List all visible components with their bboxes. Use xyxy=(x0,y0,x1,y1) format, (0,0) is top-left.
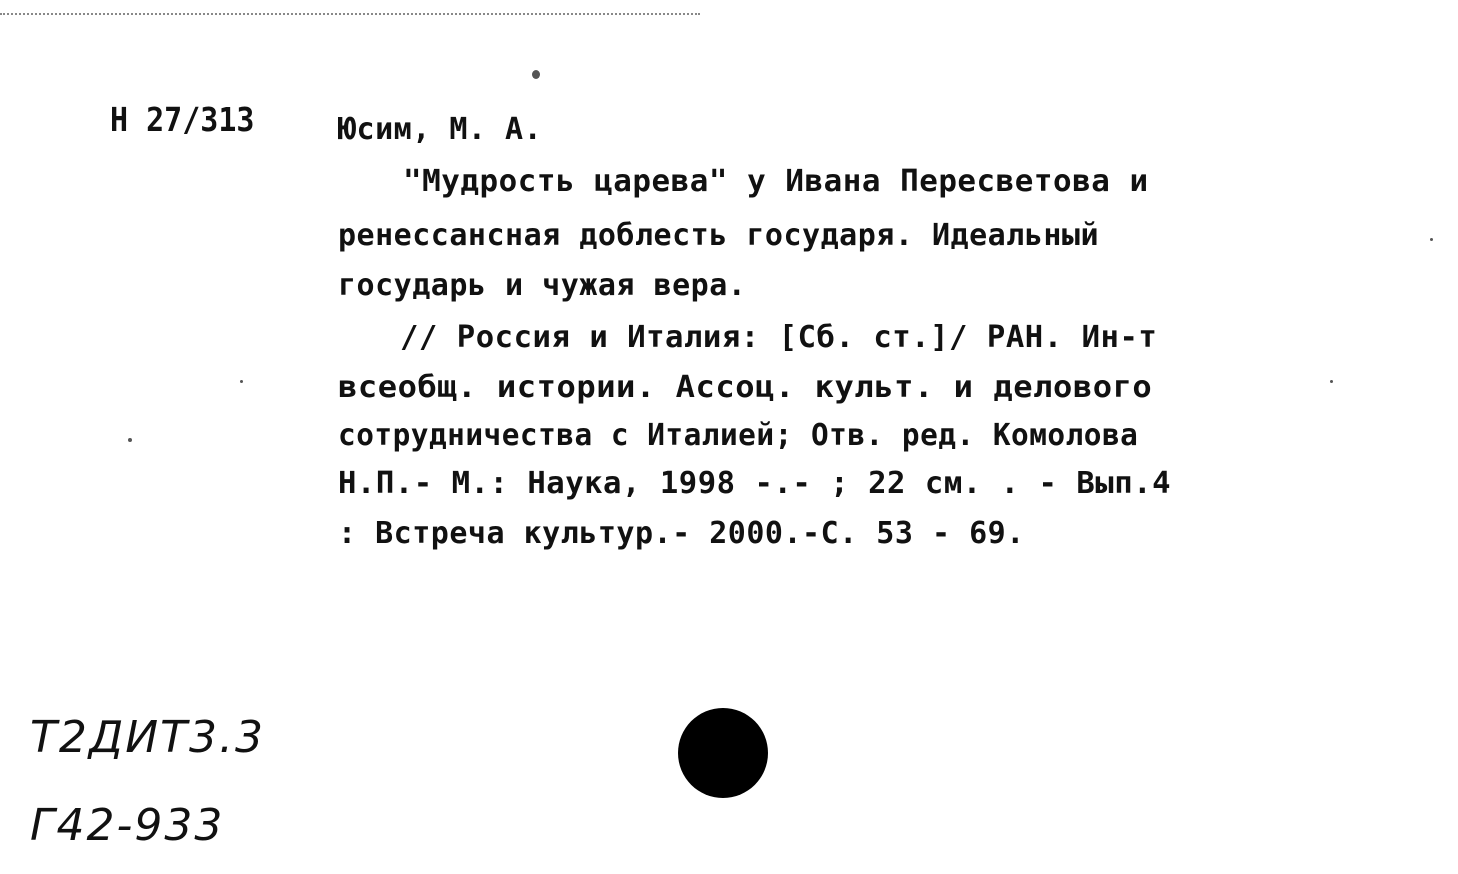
entry-line: "Мудрость царева" у Ивана Пересветова и xyxy=(403,164,1149,199)
card-top-edge xyxy=(0,13,700,16)
handwritten-shelfmark: Г42-933 xyxy=(30,800,225,851)
entry-line: государь и чужая вера. xyxy=(338,268,747,303)
ink-speck xyxy=(532,70,540,79)
ink-speck xyxy=(1330,380,1333,383)
call-number: Н 27/313 xyxy=(110,101,255,140)
entry-author: Юсим, М. А. xyxy=(338,112,543,147)
entry-line: сотрудничества с Италией; Отв. ред. Комолова xyxy=(338,418,1139,453)
entry-line: : Встреча культур.- 2000.-С. 53 - 69. xyxy=(338,516,1025,551)
handwritten-shelfmark: Т2ДИТ3.3 xyxy=(30,712,266,763)
ink-speck xyxy=(240,380,243,383)
card-punch-hole xyxy=(678,708,768,798)
ink-speck xyxy=(1430,238,1433,241)
entry-line: ренессансная доблесть государя. Идеальный xyxy=(338,218,1100,253)
entry-line: Н.П.- М.: Наука, 1998 -.- ; 22 см. . - Вып.4 xyxy=(338,466,1172,501)
entry-line: // Россия и Италия: [Сб. ст.]/ РАН. Ин-т xyxy=(400,320,1158,355)
entry-line: всеобщ. истории. Ассоц. культ. и делового xyxy=(338,370,1153,405)
ink-speck xyxy=(128,438,132,442)
